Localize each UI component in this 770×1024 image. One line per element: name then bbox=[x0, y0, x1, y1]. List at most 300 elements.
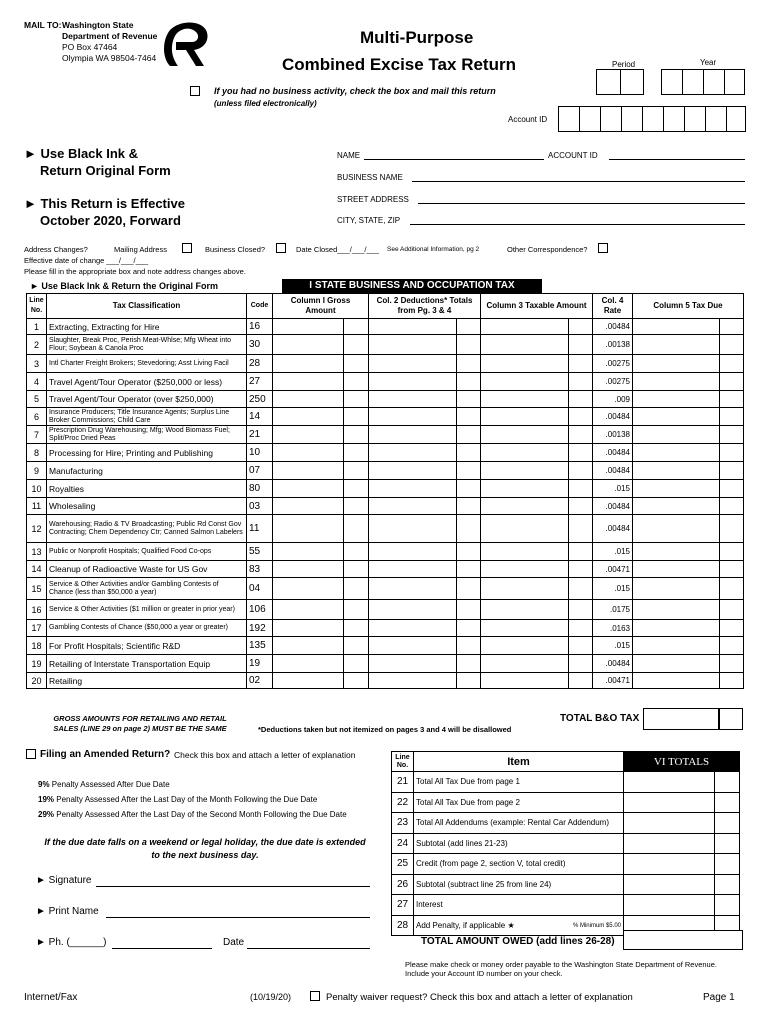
account-id-input[interactable] bbox=[558, 106, 746, 132]
row-col2-input[interactable] bbox=[369, 620, 481, 637]
row-line-no: 3 bbox=[27, 355, 47, 373]
row-rate: .00471 bbox=[593, 561, 633, 578]
business-name-label: BUSINESS NAME bbox=[337, 173, 403, 182]
row-col3-input[interactable] bbox=[481, 543, 593, 561]
row-col1-input[interactable] bbox=[273, 408, 369, 426]
row-col5-input[interactable] bbox=[633, 515, 744, 543]
totals-amount-input[interactable] bbox=[624, 772, 740, 793]
signature-field[interactable] bbox=[96, 886, 370, 887]
row-col1-input[interactable] bbox=[273, 480, 369, 498]
bo-row bbox=[27, 391, 744, 408]
mail-to-address-4: Olympia WA 98504-7464 bbox=[62, 53, 157, 63]
row-classification: Warehousing; Radio & TV Broadcasting; Public Rd Const Gov Contracting; Chem Dependency Ctr; Canned Salmon Labelers bbox=[47, 515, 247, 543]
form-title-line1: Multi-Purpose bbox=[360, 28, 474, 47]
row-rate: .015 bbox=[593, 543, 633, 561]
account-id-label: Account ID bbox=[508, 115, 548, 124]
row-col3-input[interactable] bbox=[481, 515, 593, 543]
totals-item: Subtotal (subtract line 25 from line 24) bbox=[414, 874, 624, 895]
row-col3-input[interactable] bbox=[481, 498, 593, 515]
amended-text: Check this box and attach a letter of explanation bbox=[174, 750, 356, 760]
weekend-note: If the due date falls on a weekend or legal holiday, the due date is extended to the next business day. bbox=[44, 837, 366, 860]
row-col1-input[interactable] bbox=[273, 655, 369, 673]
footer-page: Page 1 bbox=[703, 992, 735, 1003]
row-line-no: 8 bbox=[27, 444, 47, 462]
row-line-no: 16 bbox=[27, 600, 47, 620]
row-classification: Manufacturing bbox=[47, 462, 247, 480]
row-code: 10 bbox=[247, 444, 273, 462]
row-line-no: 4 bbox=[27, 373, 47, 391]
row-col5-input[interactable] bbox=[633, 637, 744, 655]
row-col1-input[interactable] bbox=[273, 373, 369, 391]
row-line-no: 2 bbox=[27, 335, 47, 355]
row-classification: Gambling Contests of Chance ($50,000 a year or greater) bbox=[47, 620, 247, 637]
bo-row bbox=[27, 373, 744, 391]
year-label: Year bbox=[700, 58, 717, 67]
bo-row bbox=[27, 355, 744, 373]
row-classification: Prescription Drug Warehousing; Mfg; Wood Biomass Fuel; Split/Proc Dried Peas bbox=[47, 426, 247, 444]
row-line-no: 10 bbox=[27, 480, 47, 498]
row-rate: .00275 bbox=[593, 355, 633, 373]
row-col5-input[interactable] bbox=[633, 355, 744, 373]
row-code: 04 bbox=[247, 578, 273, 600]
row-line-no: 1 bbox=[27, 319, 47, 335]
total-bo-input-cents[interactable] bbox=[719, 708, 743, 730]
row-code: 19 bbox=[247, 655, 273, 673]
row-col3-input[interactable] bbox=[481, 620, 593, 637]
address-changes-label: Address Changes? bbox=[24, 245, 88, 254]
th-line-no: Line No. bbox=[27, 294, 47, 319]
row-col2-input[interactable] bbox=[369, 462, 481, 480]
row-line-no: 19 bbox=[27, 655, 47, 673]
row-code: 30 bbox=[247, 335, 273, 355]
row-col2-input[interactable] bbox=[369, 637, 481, 655]
bo-row bbox=[27, 498, 744, 515]
bo-row bbox=[27, 543, 744, 561]
no-activity-text: If you had no business activity, check the box and mail this return bbox=[214, 86, 496, 96]
name-label: NAME bbox=[337, 151, 361, 160]
mail-to-address-1: Washington State bbox=[62, 20, 134, 30]
total-bo-label: TOTAL B&O TAX bbox=[560, 713, 640, 724]
totals-row bbox=[392, 874, 740, 895]
totals-amount-input[interactable] bbox=[624, 854, 740, 875]
mailing-address-checkbox[interactable] bbox=[182, 243, 192, 253]
totals-item: Total All Tax Due from page 1 bbox=[414, 772, 624, 793]
ink-notice-2: Return Original Form bbox=[40, 163, 171, 178]
row-col5-input[interactable] bbox=[633, 391, 744, 408]
totals-row bbox=[392, 813, 740, 834]
th-col3: Column 3 Taxable Amount bbox=[481, 294, 593, 319]
total-owed-input[interactable] bbox=[623, 930, 743, 950]
row-classification: Processing for Hire; Printing and Publishing bbox=[47, 444, 247, 462]
row-classification: Cleanup of Radioactive Waste for US Gov bbox=[47, 561, 247, 578]
row-rate: .00484 bbox=[593, 462, 633, 480]
date-closed-label: Date Closed___/___/___ bbox=[296, 245, 379, 254]
bo-row bbox=[27, 515, 744, 543]
bo-row bbox=[27, 408, 744, 426]
row-classification: Travel Agent/Tour Operator ($250,000 or less) bbox=[47, 373, 247, 391]
row-rate: .0163 bbox=[593, 620, 633, 637]
business-closed-label: Business Closed? bbox=[205, 245, 266, 254]
row-col1-input[interactable] bbox=[273, 355, 369, 373]
row-col2-input[interactable] bbox=[369, 444, 481, 462]
row-col2-input[interactable] bbox=[369, 600, 481, 620]
date-label: Date bbox=[223, 937, 245, 948]
min-note: % Minimum $5.00 bbox=[572, 922, 621, 929]
row-code: 250 bbox=[247, 391, 273, 408]
row-col1-input[interactable] bbox=[273, 319, 369, 335]
row-rate: .015 bbox=[593, 637, 633, 655]
row-classification: Insurance Producers; Title Insurance Agents; Surplus Line Broker Commissions; Child Care bbox=[47, 408, 247, 426]
city-label: CITY, STATE, ZIP bbox=[337, 216, 401, 225]
totals-amount-input[interactable] bbox=[624, 813, 740, 834]
row-col1-input[interactable] bbox=[273, 391, 369, 408]
bo-row bbox=[27, 637, 744, 655]
row-classification: Service & Other Activities and/or Gambling Contests of Chance (less than $50,000 a year) bbox=[47, 578, 247, 600]
row-col2-input[interactable] bbox=[369, 498, 481, 515]
totals-row bbox=[392, 792, 740, 813]
totals-item: Subtotal (add lines 21-23) bbox=[414, 833, 624, 854]
bo-row bbox=[27, 578, 744, 600]
totals-table bbox=[391, 751, 740, 936]
totals-th-header: VI TOTALS bbox=[624, 752, 740, 772]
row-col1-input[interactable] bbox=[273, 462, 369, 480]
row-classification: Extracting, Extracting for Hire bbox=[47, 319, 247, 335]
row-line-no: 9 bbox=[27, 462, 47, 480]
bo-tax-table bbox=[26, 293, 744, 689]
row-rate: .00138 bbox=[593, 335, 633, 355]
row-col1-input[interactable] bbox=[273, 620, 369, 637]
row-col1-input[interactable] bbox=[273, 543, 369, 561]
row-classification: Retailing of Interstate Transportation Equip bbox=[47, 655, 247, 673]
other-correspondence-checkbox[interactable] bbox=[598, 243, 608, 253]
row-col5-input[interactable] bbox=[633, 673, 744, 689]
row-code: 16 bbox=[247, 319, 273, 335]
totals-amount-input[interactable] bbox=[624, 895, 740, 916]
row-line-no: 7 bbox=[27, 426, 47, 444]
row-col5-input[interactable] bbox=[633, 498, 744, 515]
row-col3-input[interactable] bbox=[481, 480, 593, 498]
row-col2-input[interactable] bbox=[369, 355, 481, 373]
mail-to-address-2: Department of Revenue bbox=[62, 31, 158, 41]
bo-row bbox=[27, 319, 744, 335]
row-col3-input[interactable] bbox=[481, 578, 593, 600]
row-code: 07 bbox=[247, 462, 273, 480]
name-field[interactable] bbox=[364, 159, 544, 160]
row-rate: .00275 bbox=[593, 373, 633, 391]
effective-date-label: Effective date of change ___/___/___ bbox=[24, 256, 149, 265]
row-col5-input[interactable] bbox=[633, 600, 744, 620]
row-code: 83 bbox=[247, 561, 273, 578]
row-rate: .00484 bbox=[593, 655, 633, 673]
totals-line-no: 21 bbox=[392, 772, 414, 793]
row-code: 27 bbox=[247, 373, 273, 391]
totals-item: Total All Addendums (example: Rental Car Addendum) bbox=[414, 813, 624, 834]
penalty-line bbox=[38, 780, 170, 789]
row-col2-input[interactable] bbox=[369, 515, 481, 543]
deductions-note: *Deductions taken but not itemized on pages 3 and 4 will be disallowed bbox=[258, 725, 512, 734]
row-col3-input[interactable] bbox=[481, 355, 593, 373]
row-line-no: 14 bbox=[27, 561, 47, 578]
row-col5-input[interactable] bbox=[633, 462, 744, 480]
penalty-text: Penalty Assessed After the Last Day of the Second Month Following the Due Date bbox=[56, 810, 347, 819]
row-code: 80 bbox=[247, 480, 273, 498]
bo-row bbox=[27, 620, 744, 637]
phone-label: ► Ph. (______) bbox=[36, 937, 107, 948]
totals-item: Interest bbox=[414, 895, 624, 916]
section-bar-title: I STATE BUSINESS AND OCCUPATION TAX bbox=[282, 279, 542, 293]
row-col5-input[interactable] bbox=[633, 578, 744, 600]
effective-notice-2: October 2020, Forward bbox=[40, 213, 181, 228]
phone-field[interactable] bbox=[112, 948, 212, 949]
row-code: 21 bbox=[247, 426, 273, 444]
totals-line-no: 22 bbox=[392, 792, 414, 813]
business-closed-checkbox[interactable] bbox=[276, 243, 286, 253]
account-id-field[interactable] bbox=[609, 159, 745, 160]
row-col5-input[interactable] bbox=[633, 620, 744, 637]
row-line-no: 6 bbox=[27, 408, 47, 426]
row-col1-input[interactable] bbox=[273, 673, 369, 689]
no-activity-checkbox[interactable] bbox=[190, 86, 200, 96]
row-rate: .015 bbox=[593, 480, 633, 498]
row-code: 03 bbox=[247, 498, 273, 515]
totals-amount-input[interactable] bbox=[624, 833, 740, 854]
row-classification: Public or Nonprofit Hospitals; Qualified Food Co-ops bbox=[47, 543, 247, 561]
row-rate: .00484 bbox=[593, 498, 633, 515]
row-rate: .00138 bbox=[593, 426, 633, 444]
penalty-line bbox=[38, 810, 347, 819]
row-col3-input[interactable] bbox=[481, 373, 593, 391]
row-col2-input[interactable] bbox=[369, 673, 481, 689]
row-col2-input[interactable] bbox=[369, 373, 481, 391]
row-classification: Wholesaling bbox=[47, 498, 247, 515]
row-code: 14 bbox=[247, 408, 273, 426]
bo-row bbox=[27, 444, 744, 462]
row-rate: .00484 bbox=[593, 319, 633, 335]
other-correspondence-label: Other Correspondence? bbox=[507, 245, 588, 254]
totals-line-no: 24 bbox=[392, 833, 414, 854]
city-field[interactable] bbox=[410, 224, 745, 225]
row-rate: .00484 bbox=[593, 408, 633, 426]
row-col1-input[interactable] bbox=[273, 444, 369, 462]
row-col5-input[interactable] bbox=[633, 408, 744, 426]
row-classification: Intl Charter Freight Brokers; Stevedoring; Asst Living Facil bbox=[47, 355, 247, 373]
row-col5-input[interactable] bbox=[633, 373, 744, 391]
penalty-waiver-checkbox[interactable] bbox=[310, 991, 320, 1001]
street-label: STREET ADDRESS bbox=[337, 195, 409, 204]
row-col1-input[interactable] bbox=[273, 515, 369, 543]
row-col3-input[interactable] bbox=[481, 600, 593, 620]
row-col5-input[interactable] bbox=[633, 480, 744, 498]
penalty-waiver-text: Penalty waiver request? Check this box and attach a letter of explanation bbox=[326, 992, 633, 1003]
totals-item: Total All Tax Due from page 2 bbox=[414, 792, 624, 813]
effective-notice-1: ► This Return is Effective bbox=[24, 196, 185, 211]
row-rate: .009 bbox=[593, 391, 633, 408]
row-col1-input[interactable] bbox=[273, 498, 369, 515]
print-name-field[interactable] bbox=[106, 917, 370, 918]
row-classification: For Profit Hospitals; Scientific R&D bbox=[47, 637, 247, 655]
row-rate: .00484 bbox=[593, 515, 633, 543]
row-col1-input[interactable] bbox=[273, 426, 369, 444]
penalty-pct: 9% bbox=[38, 780, 50, 789]
row-col1-input[interactable] bbox=[273, 637, 369, 655]
mailing-address-label: Mailing Address bbox=[114, 245, 167, 254]
totals-item: Credit (from page 2, section V, total credit) bbox=[414, 854, 624, 875]
totals-row bbox=[392, 833, 740, 854]
row-col5-input[interactable] bbox=[633, 319, 744, 335]
row-col3-input[interactable] bbox=[481, 391, 593, 408]
row-line-no: 13 bbox=[27, 543, 47, 561]
form-title-line2: Combined Excise Tax Return bbox=[282, 55, 516, 74]
th-classification: Tax Classification bbox=[47, 294, 247, 319]
totals-line-no: 27 bbox=[392, 895, 414, 916]
print-name-label: ► Print Name bbox=[36, 906, 99, 917]
row-col3-input[interactable] bbox=[481, 637, 593, 655]
row-classification: Travel Agent/Tour Operator (over $250,000) bbox=[47, 391, 247, 408]
penalty-line bbox=[38, 795, 317, 804]
bo-row bbox=[27, 426, 744, 444]
row-line-no: 5 bbox=[27, 391, 47, 408]
bo-row bbox=[27, 561, 744, 578]
row-classification: Retailing bbox=[47, 673, 247, 689]
totals-amount-input[interactable] bbox=[624, 874, 740, 895]
row-rate: .00484 bbox=[593, 444, 633, 462]
row-col5-input[interactable] bbox=[633, 543, 744, 561]
row-rate: .0175 bbox=[593, 600, 633, 620]
footer-internet-fax: Internet/Fax bbox=[24, 992, 78, 1003]
amended-checkbox[interactable] bbox=[26, 749, 36, 759]
penalty-text: Penalty Assessed After the Last Day of the Month Following the Due Date bbox=[56, 795, 318, 804]
total-owed-label: TOTAL AMOUNT OWED (add lines 26-28) bbox=[421, 936, 615, 947]
bo-row bbox=[27, 462, 744, 480]
row-col3-input[interactable] bbox=[481, 673, 593, 689]
penalty-pct: 19% bbox=[38, 795, 55, 804]
row-col5-input[interactable] bbox=[633, 335, 744, 355]
row-col5-input[interactable] bbox=[633, 561, 744, 578]
mail-to-address-3: PO Box 47464 bbox=[62, 42, 118, 52]
no-activity-subtext: (unless filed electronically) bbox=[214, 99, 317, 108]
section-bar-left: ► Use Black Ink & Return the Original Form bbox=[30, 281, 218, 291]
gross-amounts-note: GROSS AMOUNTS FOR RETAILING AND RETAIL SALES (LINE 29 on page 2) MUST BE THE SAME bbox=[53, 714, 227, 733]
totals-line-no: 28 bbox=[392, 915, 414, 936]
row-col2-input[interactable] bbox=[369, 426, 481, 444]
th-col4: Col. 4 Rate bbox=[593, 294, 633, 319]
row-col5-input[interactable] bbox=[633, 444, 744, 462]
row-col2-input[interactable] bbox=[369, 655, 481, 673]
amended-label: Filing an Amended Return? bbox=[40, 749, 171, 760]
penalty-pct: 29% bbox=[38, 810, 55, 819]
totals-line-no: 25 bbox=[392, 854, 414, 875]
row-code: 28 bbox=[247, 355, 273, 373]
dor-logo-icon bbox=[160, 18, 212, 72]
row-code: 106 bbox=[247, 600, 273, 620]
th-col1: Column I Gross Amount bbox=[273, 294, 369, 319]
row-col3-input[interactable] bbox=[481, 335, 593, 355]
totals-th-line-no: Line No. bbox=[392, 752, 414, 772]
street-field[interactable] bbox=[418, 203, 745, 204]
period-label: Period bbox=[612, 60, 636, 69]
penalty-text: Penalty Assessed After Due Date bbox=[51, 780, 170, 789]
row-col3-input[interactable] bbox=[481, 408, 593, 426]
row-line-no: 18 bbox=[27, 637, 47, 655]
row-col2-input[interactable] bbox=[369, 543, 481, 561]
row-col3-input[interactable] bbox=[481, 444, 593, 462]
row-line-no: 11 bbox=[27, 498, 47, 515]
ink-notice-1: ► Use Black Ink & bbox=[24, 146, 139, 161]
th-code: Code bbox=[247, 294, 273, 319]
row-col2-input[interactable] bbox=[369, 480, 481, 498]
totals-row bbox=[392, 895, 740, 916]
row-col3-input[interactable] bbox=[481, 561, 593, 578]
row-col1-input[interactable] bbox=[273, 578, 369, 600]
row-col1-input[interactable] bbox=[273, 561, 369, 578]
row-col3-input[interactable] bbox=[481, 655, 593, 673]
row-code: 192 bbox=[247, 620, 273, 637]
row-col2-input[interactable] bbox=[369, 319, 481, 335]
row-col1-input[interactable] bbox=[273, 600, 369, 620]
bo-row bbox=[27, 600, 744, 620]
bo-row bbox=[27, 673, 744, 689]
totals-line-no: 26 bbox=[392, 874, 414, 895]
bo-row bbox=[27, 655, 744, 673]
row-col2-input[interactable] bbox=[369, 561, 481, 578]
footer-date: (10/19/20) bbox=[250, 992, 292, 1002]
totals-row bbox=[392, 854, 740, 875]
mail-to-label: MAIL TO: bbox=[24, 20, 62, 30]
row-code: 55 bbox=[247, 543, 273, 561]
th-col2: Col. 2 Deductions* Totals from Pg. 3 & 4 bbox=[369, 294, 481, 319]
row-col2-input[interactable] bbox=[369, 335, 481, 355]
payment-note: Please make check or money order payable to the Washington State Department of Revenue. Include your Account ID number on your check. bbox=[405, 960, 717, 978]
account-id-field-label: ACCOUNT ID bbox=[548, 151, 598, 160]
see-info-label: See Additional Information, pg 2 bbox=[387, 246, 480, 253]
row-col2-input[interactable] bbox=[369, 408, 481, 426]
row-col2-input[interactable] bbox=[369, 578, 481, 600]
row-rate: .00471 bbox=[593, 673, 633, 689]
row-line-no: 20 bbox=[27, 673, 47, 689]
row-code: 135 bbox=[247, 637, 273, 655]
row-line-no: 15 bbox=[27, 578, 47, 600]
row-code: 11 bbox=[247, 515, 273, 543]
bo-row bbox=[27, 480, 744, 498]
row-classification: Royalties bbox=[47, 480, 247, 498]
totals-row bbox=[392, 772, 740, 793]
row-classification: Service & Other Activities ($1 million or greater in prior year) bbox=[47, 600, 247, 620]
row-col3-input[interactable] bbox=[481, 426, 593, 444]
date-field[interactable] bbox=[247, 948, 370, 949]
row-col5-input[interactable] bbox=[633, 655, 744, 673]
row-col3-input[interactable] bbox=[481, 319, 593, 335]
business-name-field[interactable] bbox=[412, 181, 745, 182]
totals-th-item: Item bbox=[414, 752, 624, 772]
fill-in-note: Please fill in the appropriate box and note address changes above. bbox=[24, 267, 246, 276]
signature-label: ► Signature bbox=[36, 875, 92, 886]
row-col2-input[interactable] bbox=[369, 391, 481, 408]
total-bo-input[interactable] bbox=[643, 708, 719, 730]
row-classification: Slaughter, Break Proc, Perish Meat-Whlse; Mfg Wheat into Flour; Soybean & Canola Proc bbox=[47, 335, 247, 355]
row-line-no: 12 bbox=[27, 515, 47, 543]
bo-row bbox=[27, 335, 744, 355]
row-line-no: 17 bbox=[27, 620, 47, 637]
totals-item: Add Penalty, if applicable ★ % Minimum $5.00 bbox=[414, 915, 624, 936]
row-col3-input[interactable] bbox=[481, 462, 593, 480]
row-col1-input[interactable] bbox=[273, 335, 369, 355]
totals-amount-input[interactable] bbox=[624, 792, 740, 813]
row-code: 02 bbox=[247, 673, 273, 689]
row-rate: .015 bbox=[593, 578, 633, 600]
row-col5-input[interactable] bbox=[633, 426, 744, 444]
totals-line-no: 23 bbox=[392, 813, 414, 834]
th-col5: Column 5 Tax Due bbox=[633, 294, 744, 319]
